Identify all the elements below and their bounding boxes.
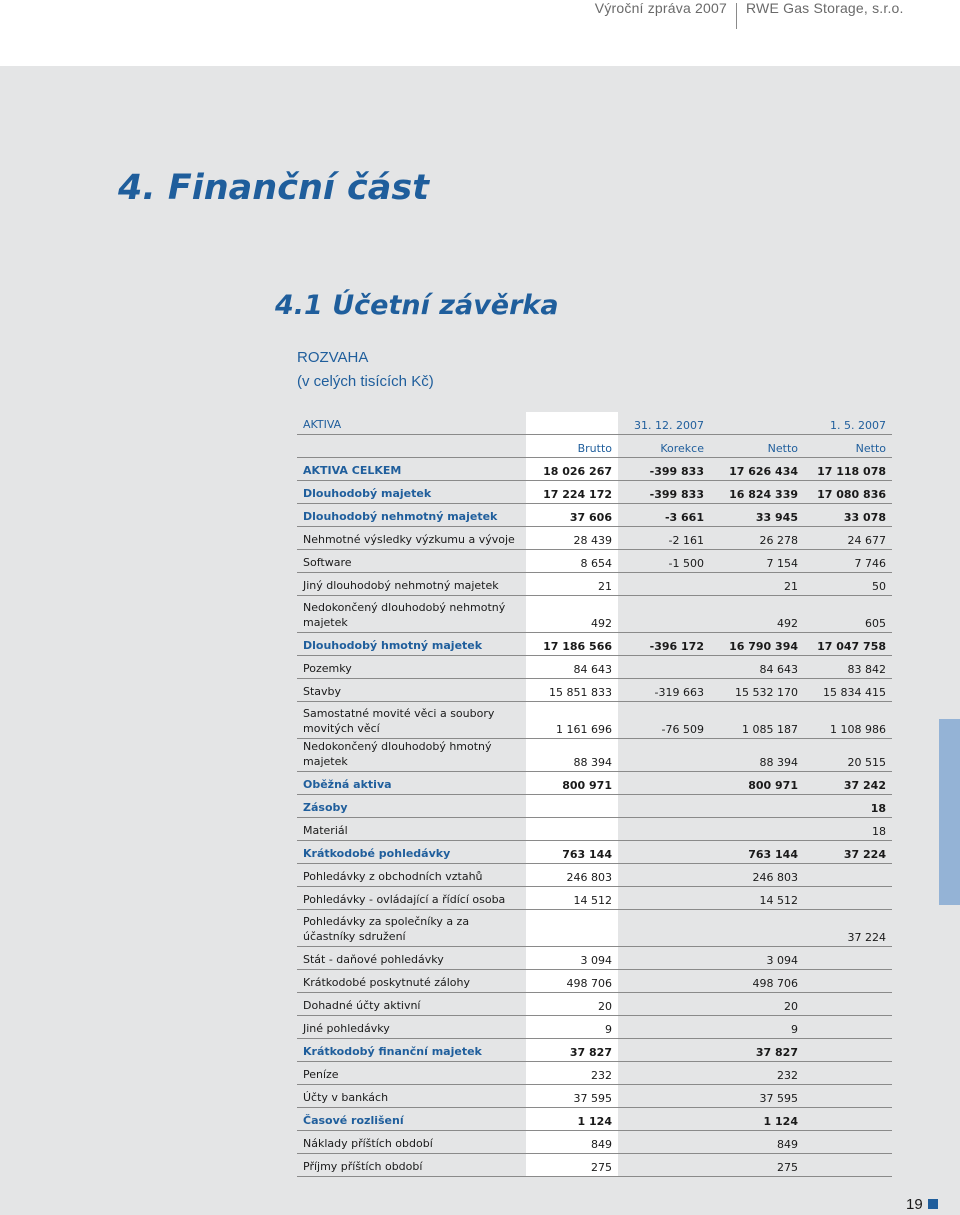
netto-previous-value: 20 515: [804, 739, 892, 772]
netto-value: 33 945: [710, 504, 804, 527]
netto-previous-value: [804, 1016, 892, 1039]
row-label: Dlouhodobý hmotný majetek: [297, 633, 526, 656]
korekce-value: [618, 1154, 710, 1177]
netto-value: 14 512: [710, 887, 804, 910]
table-row: [297, 1085, 892, 1108]
row-label: Pozemky: [297, 656, 526, 679]
brutto-value: [526, 795, 618, 818]
table-row: [297, 772, 892, 795]
netto-value: 3 094: [710, 947, 804, 970]
brutto-value: 28 439: [526, 527, 618, 550]
row-label: Krátkodobé poskytnuté zálohy: [297, 970, 526, 993]
netto-value: 492: [710, 596, 804, 633]
netto-previous-value: 17 047 758: [804, 633, 892, 656]
netto-previous-value: [804, 970, 892, 993]
brutto-value: 14 512: [526, 887, 618, 910]
korekce-value: [618, 910, 710, 947]
table-row: [297, 656, 892, 679]
netto-previous-value: 37 242: [804, 772, 892, 795]
netto-value: 37 595: [710, 1085, 804, 1108]
row-label: Jiný dlouhodobý nehmotný majetek: [297, 573, 526, 596]
page-marker-square: [928, 1199, 938, 1209]
korekce-value: -76 509: [618, 702, 710, 739]
row-label: Materiál: [297, 818, 526, 841]
row-label: Krátkodobý finanční majetek: [297, 1039, 526, 1062]
table-row: [297, 910, 892, 947]
netto-value: 800 971: [710, 772, 804, 795]
table-row: [297, 818, 892, 841]
netto-value: 20: [710, 993, 804, 1016]
row-label: Nehmotné výsledky výzkumu a vývoje: [297, 527, 526, 550]
row-label: Časové rozlišení: [297, 1108, 526, 1131]
table-row: [297, 504, 892, 527]
table-row: [297, 739, 892, 772]
brutto-value: 1 161 696: [526, 702, 618, 739]
table-row: [297, 970, 892, 993]
netto-previous-value: [804, 1131, 892, 1154]
company-name: RWE Gas Storage, s.r.o.: [746, 0, 904, 16]
table-row: [297, 527, 892, 550]
table-row: [297, 864, 892, 887]
netto-previous-value: 24 677: [804, 527, 892, 550]
table-row: [297, 1039, 892, 1062]
netto-value: 849: [710, 1131, 804, 1154]
netto-previous-value: 7 746: [804, 550, 892, 573]
brutto-value: 88 394: [526, 739, 618, 772]
brutto-value: 15 851 833: [526, 679, 618, 702]
korekce-value: [618, 772, 710, 795]
brutto-value: 492: [526, 596, 618, 633]
netto-previous-value: [804, 1062, 892, 1085]
netto-value: 37 827: [710, 1039, 804, 1062]
table-row: [297, 702, 892, 739]
row-label: Pohledávky z obchodních vztahů: [297, 864, 526, 887]
table-row: [297, 1016, 892, 1039]
brutto-value: [526, 910, 618, 947]
table-row: [297, 1108, 892, 1131]
netto-previous-value: 83 842: [804, 656, 892, 679]
table-row: [297, 596, 892, 633]
netto-value: 763 144: [710, 841, 804, 864]
table-row: [297, 795, 892, 818]
brutto-value: 17 186 566: [526, 633, 618, 656]
row-label: Oběžná aktiva: [297, 772, 526, 795]
netto-value: 1 124: [710, 1108, 804, 1131]
brutto-value: 17 224 172: [526, 481, 618, 504]
korekce-value: [618, 739, 710, 772]
brutto-value: 9: [526, 1016, 618, 1039]
korekce-value: -319 663: [618, 679, 710, 702]
row-label: Zásoby: [297, 795, 526, 818]
row-label: Dlouhodobý nehmotný majetek: [297, 504, 526, 527]
netto-previous-value: [804, 864, 892, 887]
netto-previous-value: 15 834 415: [804, 679, 892, 702]
korekce-value: -399 833: [618, 458, 710, 481]
netto-value: 88 394: [710, 739, 804, 772]
row-label: Peníze: [297, 1062, 526, 1085]
netto-value: 26 278: [710, 527, 804, 550]
netto-previous-value: 605: [804, 596, 892, 633]
subheader-korekce: Korekce: [618, 435, 710, 458]
brutto-value: 37 595: [526, 1085, 618, 1108]
table-header-row: [297, 412, 892, 435]
chapter-title: 4. Finanční část: [118, 168, 429, 208]
brutto-value: 1 124: [526, 1108, 618, 1131]
header-divider: [736, 3, 737, 29]
brutto-value: 37 827: [526, 1039, 618, 1062]
table-row: [297, 458, 892, 481]
table-subheader-row: [297, 435, 892, 458]
brutto-value: 18 026 267: [526, 458, 618, 481]
subheader-netto-previous: Netto: [804, 435, 892, 458]
header-date-previous: 1. 5. 2007: [804, 412, 892, 435]
subheader-netto: Netto: [710, 435, 804, 458]
netto-previous-value: 17 118 078: [804, 458, 892, 481]
netto-previous-value: 18: [804, 818, 892, 841]
korekce-value: [618, 1131, 710, 1154]
netto-value: 16 790 394: [710, 633, 804, 656]
page-number: 19: [906, 1196, 923, 1213]
row-label: Nedokončený dlouhodobý hmotný majetek: [297, 739, 526, 772]
netto-value: 15 532 170: [710, 679, 804, 702]
korekce-value: [618, 970, 710, 993]
subheader-brutto: Brutto: [526, 435, 618, 458]
row-label: Účty v bankách: [297, 1085, 526, 1108]
korekce-value: [618, 656, 710, 679]
header-aktiva: AKTIVA: [297, 412, 526, 435]
header-blank: [710, 412, 804, 435]
korekce-value: [618, 841, 710, 864]
brutto-value: 232: [526, 1062, 618, 1085]
row-label: Dohadné účty aktivní: [297, 993, 526, 1016]
korekce-value: -1 500: [618, 550, 710, 573]
row-label: Pohledávky - ovládající a řídící osoba: [297, 887, 526, 910]
row-label: Náklady příštích období: [297, 1131, 526, 1154]
section-title: 4.1 Účetní závěrka: [275, 290, 559, 321]
row-label: Stát - daňové pohledávky: [297, 947, 526, 970]
netto-value: 246 803: [710, 864, 804, 887]
table-row: [297, 947, 892, 970]
section-side-tab: [939, 719, 960, 905]
netto-value: 21: [710, 573, 804, 596]
netto-previous-value: [804, 993, 892, 1016]
netto-previous-value: [804, 1154, 892, 1177]
brutto-value: 763 144: [526, 841, 618, 864]
korekce-value: [618, 993, 710, 1016]
korekce-value: [618, 596, 710, 633]
korekce-value: -3 661: [618, 504, 710, 527]
table-row: [297, 841, 892, 864]
table-row: [297, 573, 892, 596]
netto-previous-value: [804, 947, 892, 970]
netto-previous-value: [804, 887, 892, 910]
row-label: Samostatné movité věci a soubory movitých věcí: [297, 702, 526, 739]
netto-previous-value: [804, 1039, 892, 1062]
netto-previous-value: 17 080 836: [804, 481, 892, 504]
korekce-value: [618, 947, 710, 970]
subheader-blank: [297, 435, 526, 458]
brutto-value: 800 971: [526, 772, 618, 795]
netto-previous-value: 50: [804, 573, 892, 596]
netto-previous-value: 37 224: [804, 910, 892, 947]
header-blank: [526, 412, 618, 435]
brutto-value: 20: [526, 993, 618, 1016]
row-label: Jiné pohledávky: [297, 1016, 526, 1039]
document-subtitle: (v celých tisících Kč): [297, 373, 434, 390]
page-header: [0, 0, 960, 66]
table-row: [297, 633, 892, 656]
table-row: [297, 887, 892, 910]
korekce-value: [618, 1039, 710, 1062]
korekce-value: -396 172: [618, 633, 710, 656]
netto-value: [710, 818, 804, 841]
netto-value: 275: [710, 1154, 804, 1177]
netto-previous-value: 33 078: [804, 504, 892, 527]
brutto-value: 849: [526, 1131, 618, 1154]
korekce-value: -399 833: [618, 481, 710, 504]
brutto-value: 275: [526, 1154, 618, 1177]
balance-sheet-table: [297, 412, 892, 1177]
brutto-value: 246 803: [526, 864, 618, 887]
korekce-value: [618, 864, 710, 887]
netto-previous-value: [804, 1085, 892, 1108]
netto-value: [710, 795, 804, 818]
netto-value: 84 643: [710, 656, 804, 679]
korekce-value: [618, 1062, 710, 1085]
brutto-value: 3 094: [526, 947, 618, 970]
korekce-value: [618, 1085, 710, 1108]
brutto-value: 84 643: [526, 656, 618, 679]
table-row: [297, 1131, 892, 1154]
table-row: [297, 1154, 892, 1177]
brutto-value: [526, 818, 618, 841]
table-row: [297, 993, 892, 1016]
korekce-value: -2 161: [618, 527, 710, 550]
netto-value: 498 706: [710, 970, 804, 993]
table-row: [297, 679, 892, 702]
brutto-value: 8 654: [526, 550, 618, 573]
brutto-value: 37 606: [526, 504, 618, 527]
table-row: [297, 481, 892, 504]
table-row: [297, 550, 892, 573]
row-label: Příjmy příštích období: [297, 1154, 526, 1177]
korekce-value: [618, 818, 710, 841]
netto-previous-value: 18: [804, 795, 892, 818]
netto-value: [710, 910, 804, 947]
netto-value: 9: [710, 1016, 804, 1039]
row-label: Nedokončený dlouhodobý nehmotný majetek: [297, 596, 526, 633]
row-label: Pohledávky za společníky a za účastníky sdružení: [297, 910, 526, 947]
row-label: Stavby: [297, 679, 526, 702]
netto-value: 1 085 187: [710, 702, 804, 739]
korekce-value: [618, 1016, 710, 1039]
document-title: ROZVAHA: [297, 349, 369, 366]
brutto-value: 21: [526, 573, 618, 596]
korekce-value: [618, 573, 710, 596]
korekce-value: [618, 887, 710, 910]
korekce-value: [618, 795, 710, 818]
brutto-value: 498 706: [526, 970, 618, 993]
row-label: Krátkodobé pohledávky: [297, 841, 526, 864]
netto-value: 16 824 339: [710, 481, 804, 504]
row-label: AKTIVA CELKEM: [297, 458, 526, 481]
netto-previous-value: 1 108 986: [804, 702, 892, 739]
row-label: Dlouhodobý majetek: [297, 481, 526, 504]
netto-value: 232: [710, 1062, 804, 1085]
table-row: [297, 1062, 892, 1085]
report-title: Výroční zpráva 2007: [594, 0, 727, 16]
row-label: Software: [297, 550, 526, 573]
korekce-value: [618, 1108, 710, 1131]
netto-previous-value: [804, 1108, 892, 1131]
header-date-current: 31. 12. 2007: [618, 412, 710, 435]
netto-previous-value: 37 224: [804, 841, 892, 864]
netto-value: 7 154: [710, 550, 804, 573]
netto-value: 17 626 434: [710, 458, 804, 481]
